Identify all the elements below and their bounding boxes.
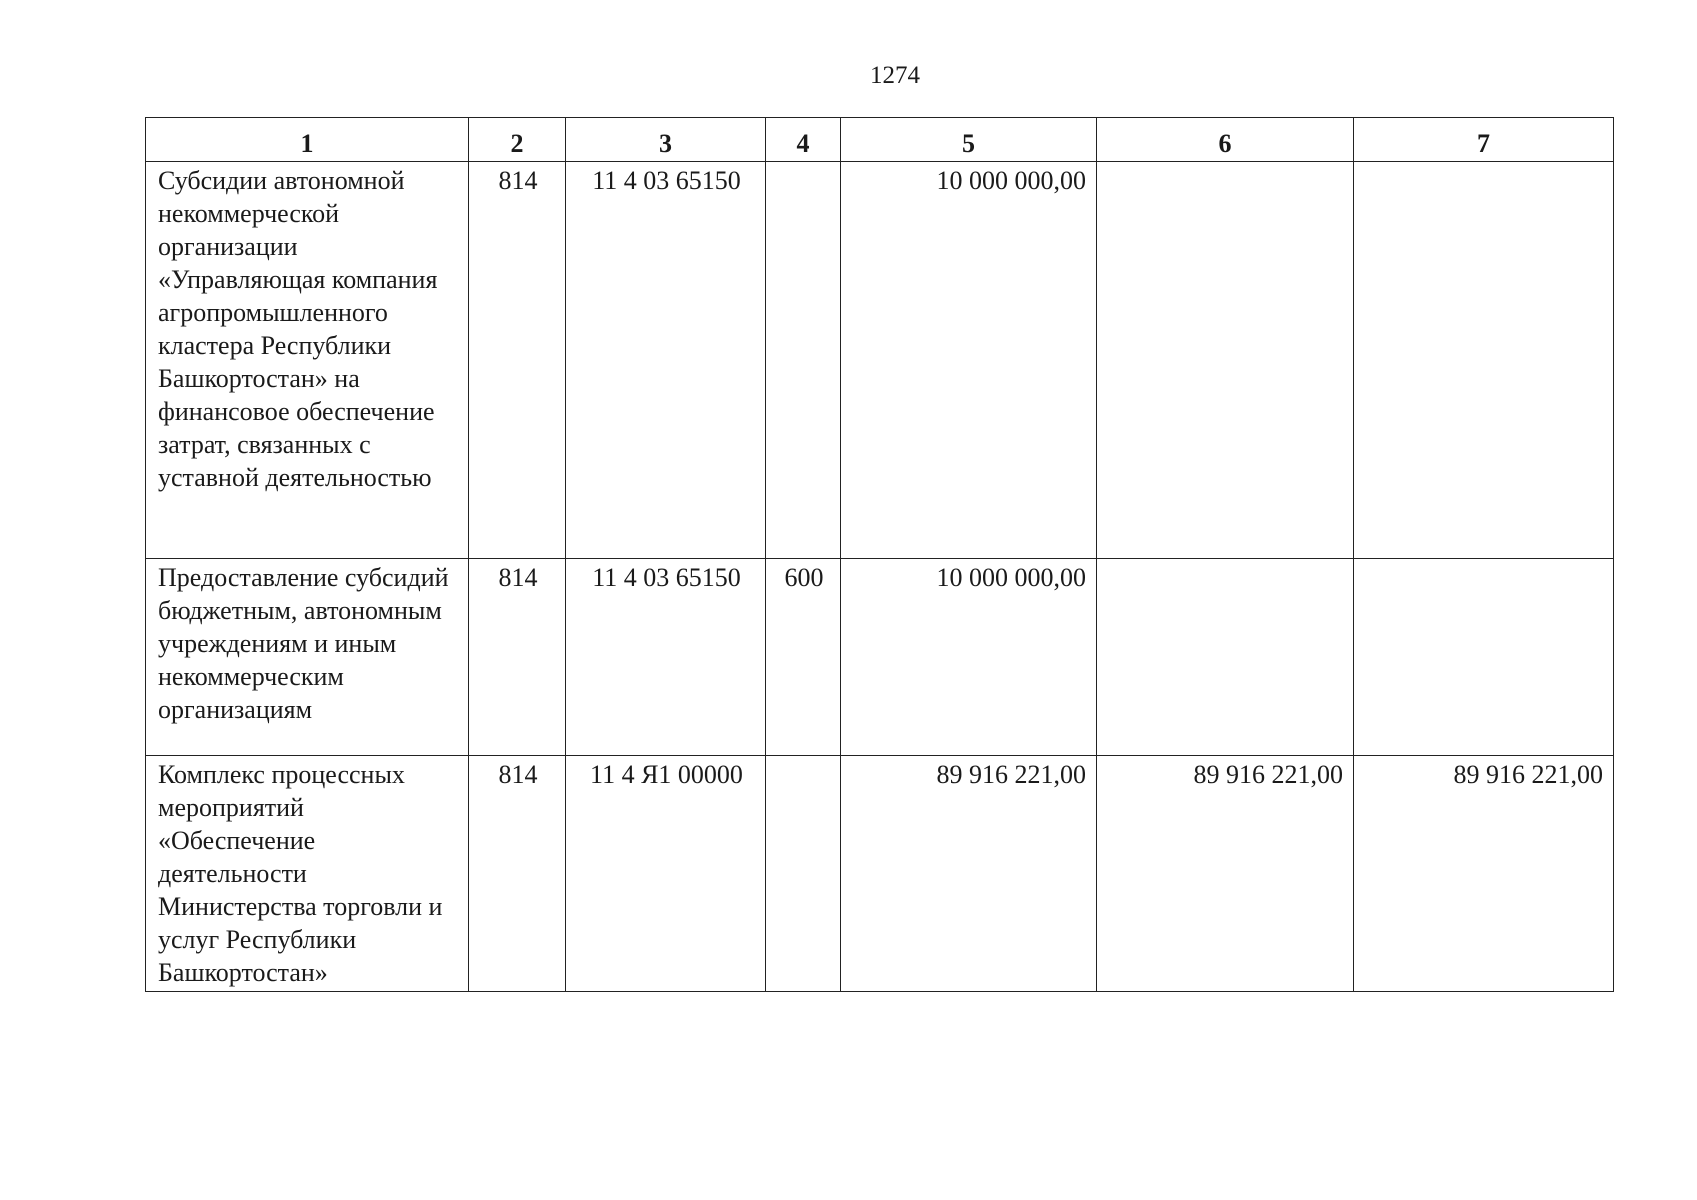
row-amount-col7-cell	[1354, 162, 1614, 559]
column-header-5: 5	[841, 118, 1097, 162]
page-number: 1274	[870, 62, 920, 89]
row-expense-type-cell: 600	[766, 559, 841, 756]
row-amount-col5-cell: 89 916 221,00	[841, 756, 1097, 992]
row-amount-col7-cell	[1354, 559, 1614, 756]
column-header-2: 2	[469, 118, 566, 162]
budget-table	[145, 117, 1614, 992]
row-code-cell: 814	[469, 559, 566, 756]
column-header-3: 3	[566, 118, 766, 162]
table-row	[146, 162, 1614, 559]
row-code-cell: 814	[469, 756, 566, 992]
row-amount-col6-cell	[1097, 559, 1354, 756]
row-amount-col5-cell: 10 000 000,00	[841, 162, 1097, 559]
row-expense-type-cell	[766, 162, 841, 559]
row-target-article-cell: 11 4 Я1 00000	[566, 756, 766, 992]
column-header-1: 1	[146, 118, 469, 162]
row-name-cell: Субсидии автономной некоммерческой организации «Управляющая компания агропромышленного кластера Республики Башкортостан» на финансовое обеспечение затрат, связанных с уставной деятельностью	[146, 162, 469, 559]
row-amount-col6-cell	[1097, 162, 1354, 559]
row-name-cell: Комплекс процессных мероприятий «Обеспечение деятельности Министерства торговли и услуг Республики Башкортостан»	[146, 756, 469, 992]
column-header-7: 7	[1354, 118, 1614, 162]
table-row	[146, 756, 1614, 992]
column-header-6: 6	[1097, 118, 1354, 162]
row-expense-type-cell	[766, 756, 841, 992]
row-amount-col5-cell: 10 000 000,00	[841, 559, 1097, 756]
row-amount-col6-cell: 89 916 221,00	[1097, 756, 1354, 992]
row-target-article-cell: 11 4 03 65150	[566, 162, 766, 559]
row-amount-col7-cell: 89 916 221,00	[1354, 756, 1614, 992]
row-code-cell: 814	[469, 162, 566, 559]
header-row	[146, 118, 1614, 162]
table-row	[146, 559, 1614, 756]
row-target-article-cell: 11 4 03 65150	[566, 559, 766, 756]
column-header-4: 4	[766, 118, 841, 162]
row-name-cell: Предоставление субсидий бюджетным, автономным учреждениям и иным некоммерческим организациям	[146, 559, 469, 756]
